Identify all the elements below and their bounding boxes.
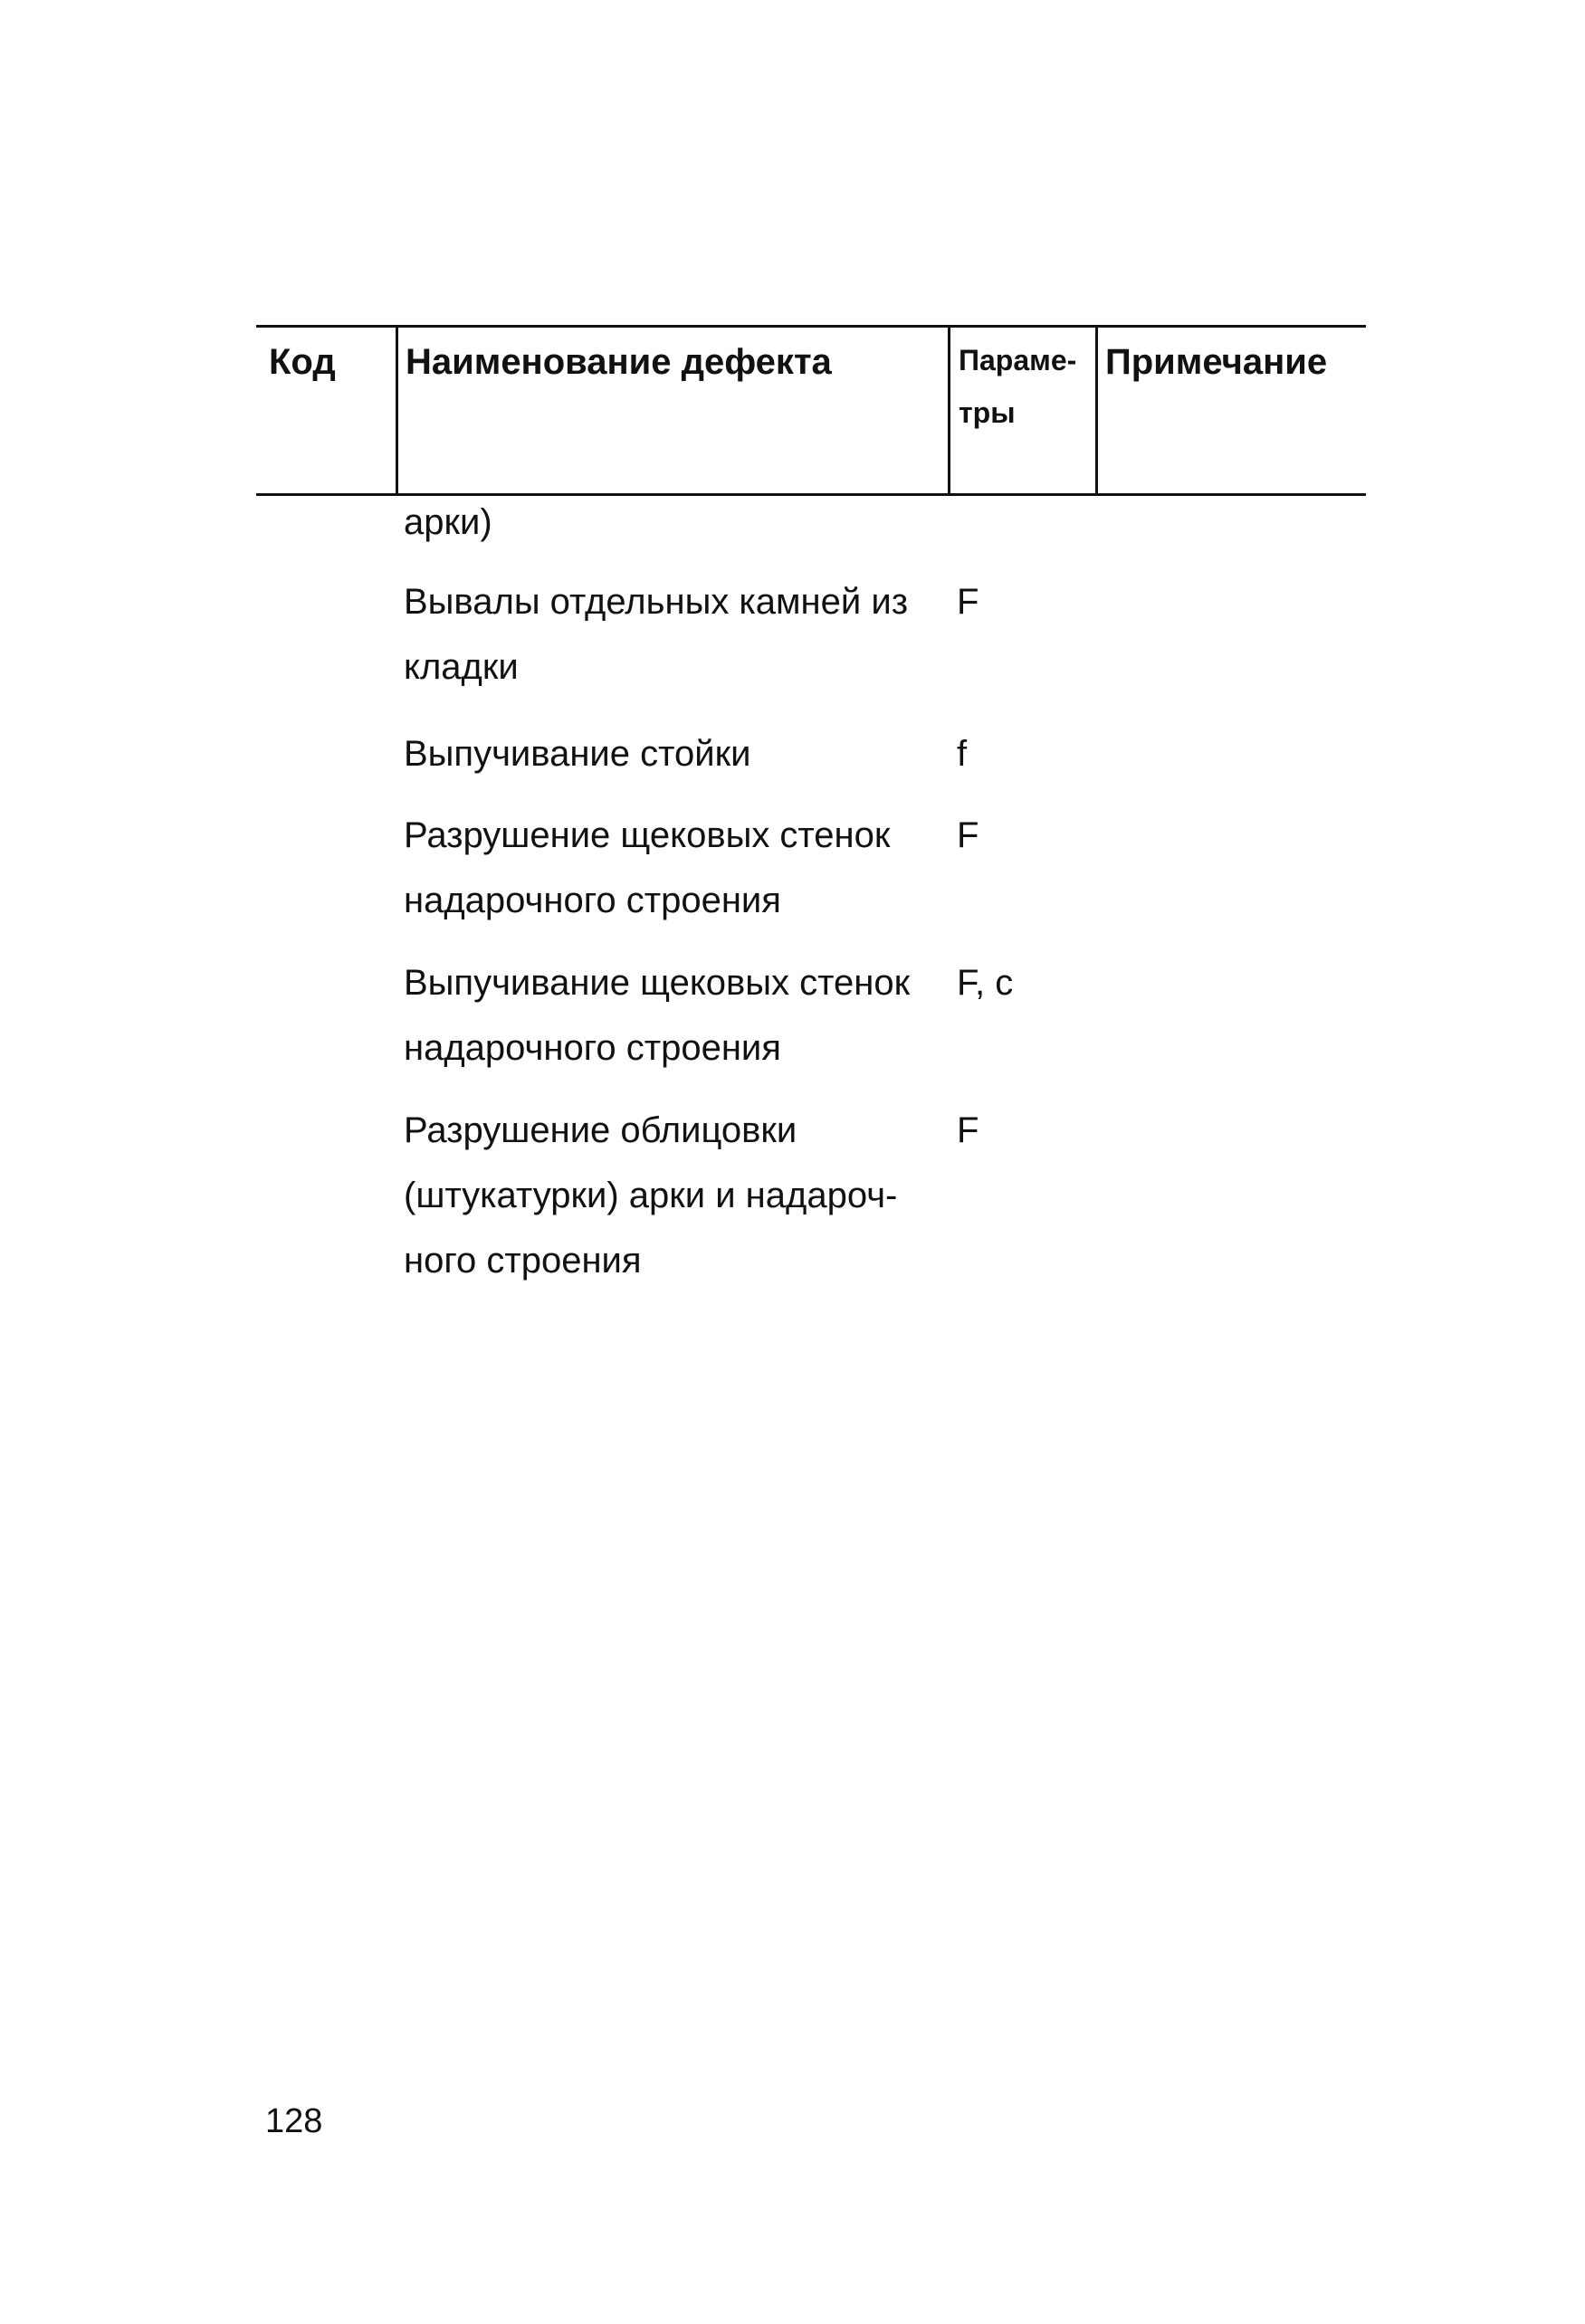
defect-param-cell: F: [957, 815, 979, 855]
header-cell-name: [396, 328, 948, 493]
defect-name-line: Выпучивание щековых стенок: [404, 963, 911, 1003]
defect-param-cell: f: [957, 734, 968, 774]
header-cell-params: [948, 328, 1095, 493]
header-name-label: Наименование дефекта: [406, 342, 832, 382]
page-number: 128: [265, 2102, 323, 2140]
defect-name-line: Выпучивание стойки: [404, 734, 751, 774]
defect-name-line: арки): [404, 502, 492, 542]
defect-param-cell: F: [957, 1110, 979, 1150]
header-note-label: Примечание: [1105, 342, 1328, 382]
defect-name-cell: [404, 490, 947, 555]
defect-name-line: надарочного строения: [404, 1028, 781, 1068]
defect-name-cell: [404, 950, 947, 1081]
header-cell-code: [256, 328, 396, 493]
header-cell-note: [1095, 328, 1366, 493]
defect-name-cell: [404, 569, 947, 700]
defect-name-line: Вывалы отдельных камней из: [404, 582, 909, 622]
defect-param-cell: F, c: [957, 963, 1014, 1003]
defect-name-line: Разрушение облицовки: [404, 1110, 797, 1150]
defect-name-line: Разрушение щековых стенок: [404, 815, 891, 855]
defect-name-cell: [404, 1098, 947, 1293]
defect-name-line: кладки: [404, 647, 519, 687]
header-params-label-line2: тры: [959, 396, 1016, 429]
defect-name-cell: [404, 803, 947, 933]
table-header: [256, 325, 1366, 496]
defect-name-line: (штукатурки) арки и надароч-: [404, 1176, 898, 1215]
defect-name-line: ного строения: [404, 1241, 642, 1281]
defect-name-line: надарочного строения: [404, 881, 781, 920]
defect-param-cell: F: [957, 582, 979, 622]
header-params-label-line1: Параме-: [959, 344, 1077, 376]
header-code-label: Код: [269, 342, 336, 382]
defect-name-cell: [404, 721, 947, 786]
